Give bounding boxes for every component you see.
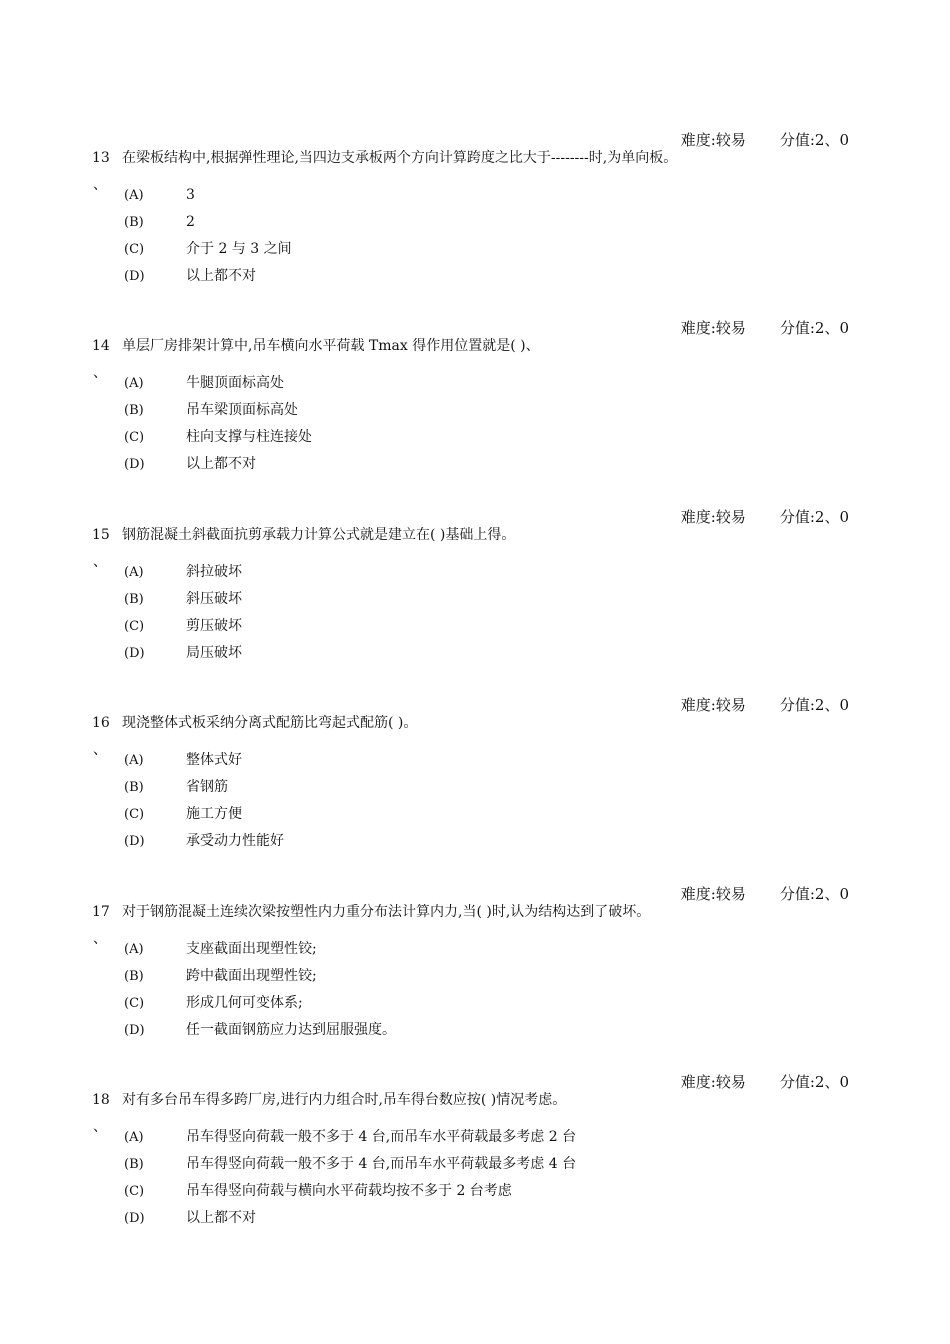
option-text: 2 bbox=[186, 214, 195, 230]
option-text: 柱向支撑与柱连接处 bbox=[186, 429, 312, 445]
question-number: 18 bbox=[92, 1092, 110, 1108]
option-d bbox=[124, 643, 242, 663]
option-text: 整体式好 bbox=[186, 752, 242, 768]
question-18 bbox=[0, 1071, 950, 1251]
option-letter: (D) bbox=[124, 1023, 145, 1038]
score-label: 分值:2、0 bbox=[779, 696, 849, 714]
option-letter: (B) bbox=[124, 969, 144, 984]
option-c bbox=[124, 427, 312, 447]
question-stem bbox=[92, 1090, 566, 1110]
score-label: 分值:2、0 bbox=[779, 1073, 849, 1091]
option-letter: (C) bbox=[124, 996, 145, 1011]
question-stem bbox=[92, 713, 417, 733]
option-letter: (A) bbox=[124, 753, 144, 768]
option-letter: (A) bbox=[124, 376, 144, 391]
question-16 bbox=[0, 694, 950, 874]
difficulty-label: 难度:较易 bbox=[680, 319, 746, 337]
option-c bbox=[124, 1181, 512, 1201]
option-b bbox=[124, 1154, 576, 1174]
score-label: 分值:2、0 bbox=[779, 131, 849, 149]
option-a bbox=[124, 185, 195, 205]
number-separator: 、 bbox=[93, 177, 107, 193]
option-b bbox=[124, 400, 298, 420]
option-text: 剪压破坏 bbox=[186, 618, 242, 634]
option-d bbox=[124, 266, 256, 286]
option-letter: (D) bbox=[124, 834, 145, 849]
option-text: 3 bbox=[186, 187, 195, 203]
option-letter: (D) bbox=[124, 646, 145, 661]
option-letter: (C) bbox=[124, 619, 145, 634]
option-text: 局压破坏 bbox=[186, 645, 242, 661]
number-separator: 、 bbox=[93, 931, 107, 947]
question-meta bbox=[681, 317, 849, 339]
option-d bbox=[124, 454, 256, 474]
option-b bbox=[124, 966, 317, 986]
option-letter: (B) bbox=[124, 780, 144, 795]
option-a bbox=[124, 750, 242, 770]
question-17 bbox=[0, 883, 950, 1063]
score-label: 分值:2、0 bbox=[779, 508, 849, 526]
option-text: 承受动力性能好 bbox=[186, 833, 284, 849]
option-letter: (B) bbox=[124, 215, 144, 230]
question-stem bbox=[92, 525, 515, 545]
option-text: 以上都不对 bbox=[186, 268, 256, 284]
option-text: 介于 2 与 3 之间 bbox=[186, 241, 292, 257]
option-letter: (D) bbox=[124, 457, 145, 472]
option-text: 斜压破坏 bbox=[186, 591, 242, 607]
question-number: 13 bbox=[92, 150, 110, 166]
option-text: 施工方便 bbox=[186, 806, 242, 822]
option-text: 吊车得竖向荷载一般不多于 4 台,而吊车水平荷载最多考虑 2 台 bbox=[186, 1129, 577, 1145]
question-14 bbox=[0, 317, 950, 497]
question-text: 对有多台吊车得多跨厂房,进行内力组合时,吊车得台数应按( )情况考虑。 bbox=[122, 1092, 567, 1108]
option-a bbox=[124, 373, 284, 393]
difficulty-label: 难度:较易 bbox=[680, 131, 746, 149]
difficulty-label: 难度:较易 bbox=[680, 696, 746, 714]
score-label: 分值:2、0 bbox=[779, 885, 849, 903]
question-meta bbox=[681, 1071, 849, 1093]
question-15 bbox=[0, 506, 950, 686]
question-meta bbox=[681, 694, 849, 716]
option-text: 以上都不对 bbox=[186, 1210, 256, 1226]
option-letter: (C) bbox=[124, 242, 145, 257]
question-meta bbox=[681, 129, 849, 151]
question-text: 对于钢筋混凝土连续次梁按塑性内力重分布法计算内力,当( )时,认为结构达到了破坏。 bbox=[122, 904, 651, 920]
option-text: 省钢筋 bbox=[186, 779, 228, 795]
option-c bbox=[124, 993, 303, 1013]
option-c bbox=[124, 804, 242, 824]
score-label: 分值:2、0 bbox=[779, 319, 849, 337]
question-stem bbox=[92, 148, 677, 168]
option-text: 牛腿顶面标高处 bbox=[186, 375, 284, 391]
option-c bbox=[124, 616, 242, 636]
option-letter: (D) bbox=[124, 269, 145, 284]
option-a bbox=[124, 562, 242, 582]
option-b bbox=[124, 777, 228, 797]
option-c bbox=[124, 239, 292, 259]
option-b bbox=[124, 212, 195, 232]
question-number: 17 bbox=[92, 904, 110, 920]
number-separator: 、 bbox=[93, 742, 107, 758]
question-stem bbox=[92, 336, 540, 356]
question-number: 15 bbox=[92, 527, 110, 543]
option-a bbox=[124, 939, 317, 959]
number-separator: 、 bbox=[93, 554, 107, 570]
option-text: 形成几何可变体系; bbox=[186, 995, 303, 1011]
option-text: 支座截面出现塑性铰; bbox=[186, 941, 317, 957]
option-text: 以上都不对 bbox=[186, 456, 256, 472]
difficulty-label: 难度:较易 bbox=[680, 885, 746, 903]
option-letter: (C) bbox=[124, 1184, 145, 1199]
question-number: 14 bbox=[92, 338, 110, 354]
number-separator: 、 bbox=[93, 365, 107, 381]
option-text: 任一截面钢筋应力达到屈服强度。 bbox=[186, 1022, 396, 1038]
option-letter: (B) bbox=[124, 592, 144, 607]
option-letter: (A) bbox=[124, 565, 144, 580]
option-text: 跨中截面出现塑性铰; bbox=[186, 968, 317, 984]
question-text: 现浇整体式板采纳分离式配筋比弯起式配筋( )。 bbox=[122, 715, 418, 731]
option-letter: (A) bbox=[124, 188, 144, 203]
option-text: 吊车梁顶面标高处 bbox=[186, 402, 298, 418]
option-letter: (A) bbox=[124, 1130, 144, 1145]
option-text: 吊车得竖向荷载与横向水平荷载均按不多于 2 台考虑 bbox=[186, 1183, 512, 1199]
option-letter: (D) bbox=[124, 1211, 145, 1226]
option-letter: (C) bbox=[124, 430, 145, 445]
question-meta bbox=[681, 506, 849, 528]
question-number: 16 bbox=[92, 715, 110, 731]
difficulty-label: 难度:较易 bbox=[680, 508, 746, 526]
question-13 bbox=[0, 129, 950, 309]
option-d bbox=[124, 1208, 256, 1228]
option-letter: (C) bbox=[124, 807, 145, 822]
number-separator: 、 bbox=[93, 1119, 107, 1135]
option-d bbox=[124, 1020, 396, 1040]
question-stem bbox=[92, 902, 650, 922]
option-text: 斜拉破坏 bbox=[186, 564, 242, 580]
option-letter: (B) bbox=[124, 1157, 144, 1172]
question-meta bbox=[681, 883, 849, 905]
question-text: 单层厂房排架计算中,吊车横向水平荷载 Tmax 得作用位置就是( )、 bbox=[122, 338, 540, 354]
option-b bbox=[124, 589, 242, 609]
question-text: 在梁板结构中,根据弹性理论,当四边支承板两个方向计算跨度之比大于--------时,为单向板。 bbox=[122, 150, 678, 166]
option-letter: (B) bbox=[124, 403, 144, 418]
difficulty-label: 难度:较易 bbox=[680, 1073, 746, 1091]
option-text: 吊车得竖向荷载一般不多于 4 台,而吊车水平荷载最多考虑 4 台 bbox=[186, 1156, 577, 1172]
option-a bbox=[124, 1127, 576, 1147]
option-d bbox=[124, 831, 284, 851]
question-text: 钢筋混凝土斜截面抗剪承载力计算公式就是建立在( )基础上得。 bbox=[122, 527, 516, 543]
option-letter: (A) bbox=[124, 942, 144, 957]
